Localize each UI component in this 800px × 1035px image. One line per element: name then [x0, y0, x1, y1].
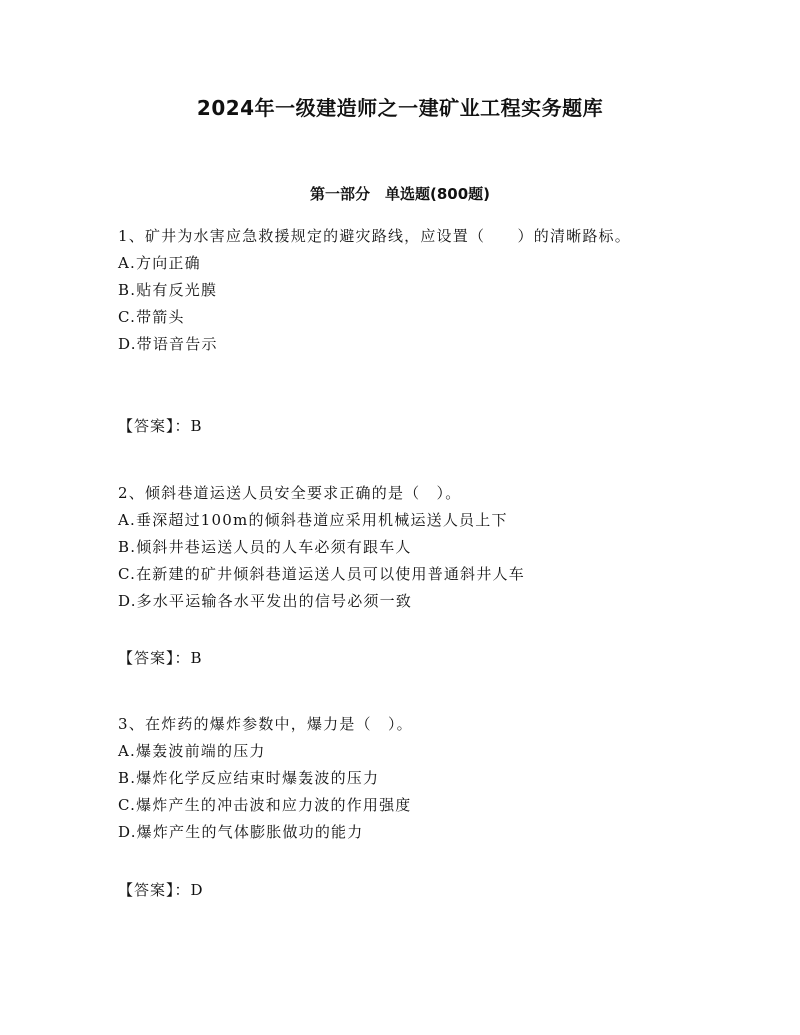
option-a: A.垂深超过100m的倾斜巷道应采用机械运送人员上下: [118, 511, 508, 529]
option-b: B.倾斜井巷运送人员的人车必须有跟车人: [118, 538, 412, 556]
option-d: D.多水平运输各水平发出的信号必须一致: [118, 592, 413, 610]
question-3: [118, 710, 693, 846]
option-c: C.在新建的矿井倾斜巷道运送人员可以使用普通斜井人车: [118, 565, 525, 583]
section-title: 第一部分 单选题(800题): [309, 185, 491, 203]
question-1: [118, 222, 693, 358]
option-a: A.爆轰波前端的压力: [118, 742, 266, 760]
document-title: 2024年一级建造师之一建矿业工程实务题库: [196, 96, 604, 120]
option-c: C.爆炸产生的冲击波和应力波的作用强度: [118, 796, 412, 814]
answer-1: 【答案】：B: [118, 417, 203, 435]
question-stem: 3、在炸药的爆炸参数中，爆力是（ ）。: [118, 715, 413, 733]
question-2: [118, 479, 693, 615]
question-stem: 1、矿井为水害应急救援规定的避灾路线，应设置（ ）的清晰路标。: [118, 227, 631, 245]
options-list: [118, 250, 693, 358]
answer-2: 【答案】：B: [118, 649, 203, 667]
option-a: A.方向正确: [118, 254, 201, 272]
option-c: C.带箭头: [118, 308, 185, 326]
option-d: D.爆炸产生的气体膨胀做功的能力: [118, 823, 364, 841]
question-stem: 2、倾斜巷道运送人员安全要求正确的是（ ）。: [118, 484, 462, 502]
answer-3: 【答案】：D: [118, 881, 204, 899]
options-list: [118, 507, 693, 615]
options-list: [118, 738, 693, 846]
option-d: D.带语音告示: [118, 335, 218, 353]
option-b: B.贴有反光膜: [118, 281, 218, 299]
option-b: B.爆炸化学反应结束时爆轰波的压力: [118, 769, 380, 787]
